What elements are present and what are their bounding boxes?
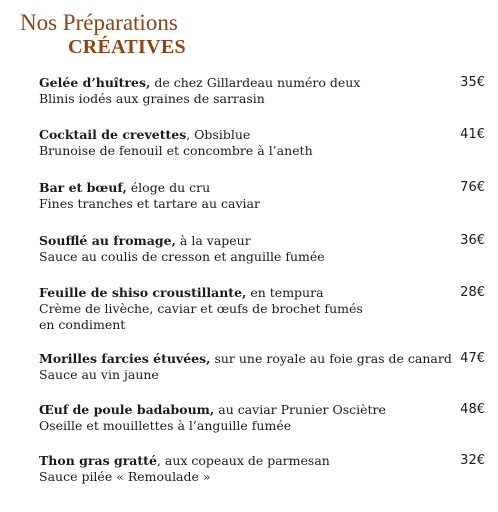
menu-item-title (39, 180, 437, 196)
menu-item-description: Sauce au vin jaune (39, 367, 159, 382)
menu-item-description: Sauce pilée « Remoulade » (39, 469, 211, 484)
menu-item-detail: éloge du cru (126, 180, 211, 195)
menu-item-price: 76€ (460, 180, 485, 195)
menu-item-price: 28€ (460, 285, 485, 300)
menu-item-description: Oseille et mouillettes à l’anguille fumée (39, 418, 292, 433)
menu-item-description: Blinis iodés aux graines de sarrasin (39, 91, 265, 106)
menu-item-title (39, 285, 437, 301)
menu-item-detail: sur une royale au foie gras de canard (210, 351, 452, 366)
menu-item (39, 285, 485, 333)
menu-item-name: Morilles farcies étuvées, (39, 351, 211, 366)
menu-item-name: Gelée d’huîtres, (39, 75, 151, 90)
menu-item-title (39, 351, 452, 367)
menu-item-price: 35€ (460, 75, 485, 90)
menu-item (39, 453, 485, 485)
menu-item-price: 48€ (460, 402, 485, 417)
menu-item-detail: , Obsiblue (186, 127, 251, 142)
menu-item-detail: au caviar Prunier Osciètre (214, 402, 386, 417)
menu-item-detail: en tempura (246, 285, 324, 300)
heading-subtitle: CRÉATIVES (68, 36, 186, 58)
menu-item (39, 127, 485, 159)
menu-item-title (39, 127, 437, 143)
menu-heading (20, 10, 186, 58)
menu-item (39, 351, 485, 383)
menu-item-description: Sauce au coulis de cresson et anguille fumée (39, 249, 325, 264)
menu-item (39, 75, 485, 107)
menu-item-title (39, 233, 437, 249)
menu-item-name: Feuille de shiso croustillante, (39, 285, 247, 300)
menu-item-description: Fines tranches et tartare au caviar (39, 196, 260, 211)
menu-item-name: Soufflé au fromage, (39, 233, 176, 248)
menu-item-title (39, 453, 437, 469)
menu-item-name: Thon gras gratté (39, 453, 157, 468)
menu-item-price: 32€ (460, 453, 485, 468)
heading-title: Nos Préparations (20, 10, 178, 35)
menu-item-detail: à la vapeur (175, 233, 251, 248)
menu-item (39, 233, 485, 265)
menu-item-title (39, 75, 437, 91)
menu-item (39, 180, 485, 212)
menu-item-description: Brunoise de fenouil et concombre à l’aneth (39, 143, 313, 158)
menu-item-price: 36€ (460, 233, 485, 248)
menu-list (39, 75, 485, 505)
menu-item (39, 402, 485, 434)
menu-item-detail: , aux copeaux de parmesan (156, 453, 330, 468)
menu-item-name: Cocktail de crevettes (39, 127, 187, 142)
menu-item-price: 47€ (460, 351, 485, 366)
menu-item-name: Œuf de poule badaboum, (39, 402, 215, 417)
menu-item-detail: de chez Gillardeau numéro deux (150, 75, 361, 90)
menu-item-description: Crème de livèche, caviar et œufs de brochet fumés en condiment (39, 301, 363, 332)
menu-item-title (39, 402, 437, 418)
menu-item-price: 41€ (460, 127, 485, 142)
menu-item-name: Bar et bœuf, (39, 180, 127, 195)
